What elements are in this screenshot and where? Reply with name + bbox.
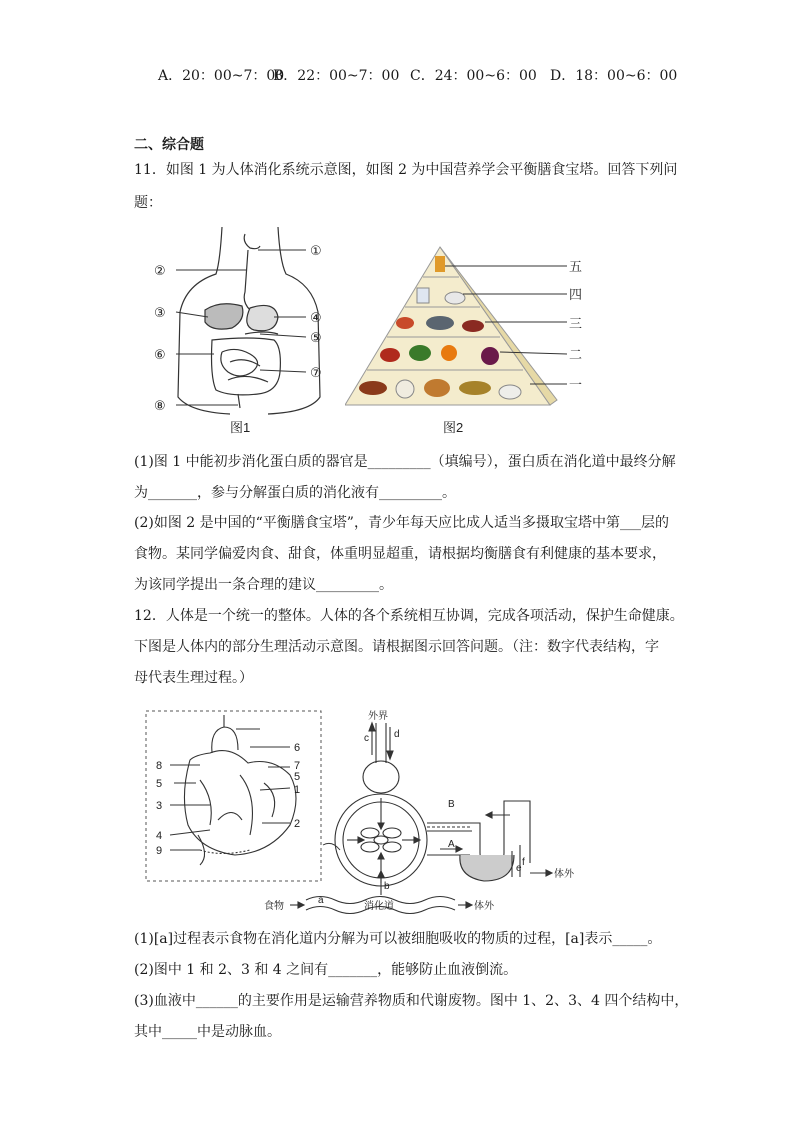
- q11-sub2-line1: (2)如图 2 是中国的“平衡膳食宝塔”，青少年每天应比成人适当多摄取宝塔中第___层的: [134, 515, 669, 531]
- heart-label-7: 7: [294, 760, 301, 772]
- section-title: 二、综合题: [134, 137, 204, 153]
- heart-label-4: 4: [156, 830, 163, 842]
- body-outside-label-2: 体外: [474, 901, 494, 912]
- digestive-tract-label: 消化道: [364, 901, 394, 912]
- fig2-caption: 图2: [443, 420, 464, 435]
- fig1-label-3: ③: [154, 305, 166, 320]
- body-outside-label-1: 体外: [554, 869, 574, 880]
- q12-sub3-line2: 其中_____中是动脉血。: [134, 1024, 281, 1040]
- q11-sub2-line2: 食物。某同学偏爱肉食、甜食，体重明显超重，请根据均衡膳食有利健康的基本要求，: [134, 546, 666, 562]
- heart-label-2: 2: [294, 818, 301, 830]
- physiology-diagram: [140, 705, 600, 915]
- heart-label-6: 6: [294, 742, 301, 754]
- q12-stem-line2: 下图是人体内的部分生理活动示意图。请根据图示回答问题。（注：数字代表结构，字: [134, 639, 659, 655]
- process-e-label: e: [516, 863, 522, 874]
- pyramid-level-1: 一: [569, 377, 583, 392]
- fig1-label-6: ⑥: [154, 347, 166, 362]
- process-b-label: b: [384, 881, 390, 892]
- q12-sub3-line1: (3)血液中______的主要作用是运输营养物质和代谢废物。图中 1、2、3、4 四个结构中，: [134, 993, 689, 1009]
- pyramid-level-4: 四: [569, 287, 583, 302]
- q12-sub1: (1)[a]过程表示食物在消化道内分解为可以被细胞吸收的物质的过程，[a]表示_____。: [134, 931, 662, 947]
- heart-label-5b: 5: [156, 778, 163, 790]
- q11-stem-line2: 题：: [134, 195, 162, 211]
- q12-stem-line3: 母代表生理过程。）: [134, 670, 253, 686]
- fig1-label-2: ②: [154, 263, 166, 278]
- heart-label-3: 3: [156, 800, 163, 812]
- process-B-label: B: [448, 799, 455, 810]
- heart-label-5: 5: [294, 771, 301, 783]
- fig1-label-5: ⑤: [310, 330, 322, 345]
- heart-label-1: 1: [294, 784, 301, 796]
- pyramid-level-2: 二: [569, 347, 583, 362]
- q11-sub2-line3: 为该同学提出一条合理的建议_________。: [134, 577, 393, 593]
- process-a-label: a: [318, 895, 324, 906]
- digestive-system-figure: [150, 222, 350, 437]
- q11-sub1-line2: 为_______，参与分解蛋白质的消化液有_________。: [134, 485, 456, 501]
- q12-sub2: (2)图中 1 和 2、3 和 4 之间有_______，能够防止血液倒流。: [134, 962, 518, 978]
- choice-b: B．22：00~7：00: [273, 68, 400, 84]
- q11-stem-line1: 11．如图 1 为人体消化系统示意图，如图 2 为中国营养学会平衡膳食宝塔。回答下列问: [134, 162, 678, 178]
- fig1-label-4: ④: [310, 310, 322, 325]
- heart-label-9: 9: [156, 845, 163, 857]
- process-f-label: f: [522, 857, 525, 868]
- outside-label: 外界: [368, 711, 388, 722]
- process-c-label: c: [364, 733, 369, 744]
- q11-sub1-line1: (1)图 1 中能初步消化蛋白质的器官是_________（填编号），蛋白质在消化道中最终分解: [134, 454, 676, 470]
- process-A-label: A: [448, 839, 455, 850]
- fig1-label-1: ①: [310, 243, 322, 258]
- pyramid-level-3: 三: [569, 316, 583, 331]
- heart-label-8: 8: [156, 760, 163, 772]
- fig1-label-7: ⑦: [310, 365, 322, 380]
- pyramid-level-5: 五: [569, 259, 583, 274]
- food-label: 食物: [264, 901, 284, 912]
- choice-a: A．20：00~7：00: [158, 68, 285, 84]
- food-pyramid-figure: [345, 222, 595, 437]
- process-d-label: d: [394, 729, 400, 740]
- q12-stem-line1: 12．人体是一个统一的整体。人体的各个系统相互协调，完成各项活动，保护生命健康。: [134, 608, 684, 624]
- choice-d: D．18：00~6：00: [550, 68, 678, 84]
- fig1-caption: 图1: [230, 420, 251, 435]
- choice-c: C．24：00~6：00: [410, 68, 537, 84]
- fig1-label-8: ⑧: [154, 398, 166, 413]
